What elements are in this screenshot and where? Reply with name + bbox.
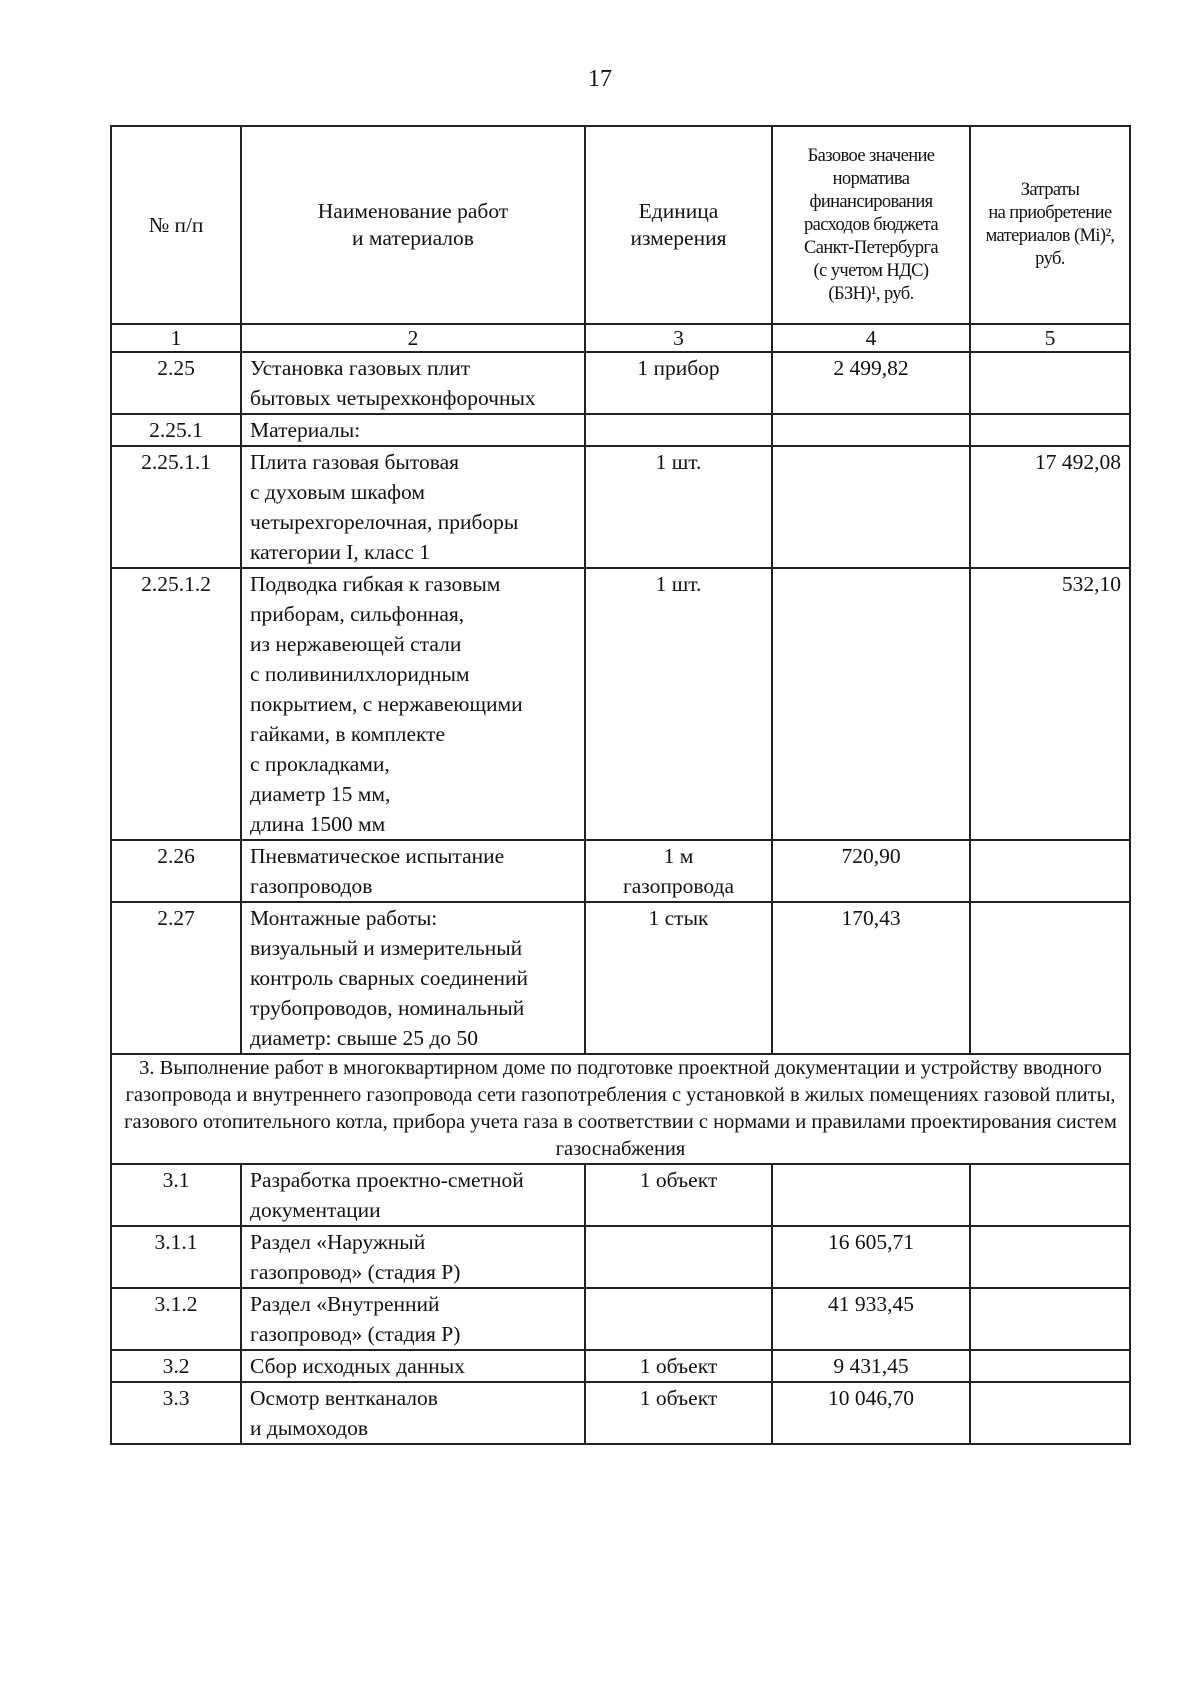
header-base-value: Базовое значение норматива финансирования расходов бюджета Санкт-Петербурга (с учетом НДС) (БЗН)¹, руб. [772, 126, 970, 324]
row-number: 3.1 [111, 1164, 241, 1226]
table-row [111, 414, 1130, 446]
header-name: Наименование работ и материалов [241, 126, 585, 324]
table-row [111, 902, 1130, 1054]
header-row [111, 126, 1130, 324]
row-number: 2.25.1.1 [111, 446, 241, 568]
table-body-part1 [111, 352, 1130, 1054]
row-base-value [772, 446, 970, 568]
row-material-cost [970, 1226, 1130, 1288]
row-name: Монтажные работы: визуальный и измерительный контроль сварных соединений трубопроводов, номинальный диаметр: свыше 25 до 50 [241, 902, 585, 1054]
row-number: 3.1.1 [111, 1226, 241, 1288]
column-number: 3 [585, 324, 772, 352]
section-3-title: 3. Выполнение работ в многоквартирном доме по подготовке проектной документации и устройству вводного газопровода и внутреннего газопровода сети газопотребления с установкой в жилых помещениях газовой плиты, газового отопительного котла, прибора учета газа в соответствии с нормами и правилами проектирования систем газоснабжения [111, 1054, 1130, 1164]
row-number: 3.2 [111, 1350, 241, 1382]
row-base-value [772, 568, 970, 840]
table-row [111, 568, 1130, 840]
row-material-cost [970, 1164, 1130, 1226]
row-material-cost [970, 840, 1130, 902]
table-row [111, 1382, 1130, 1444]
table-row [111, 840, 1130, 902]
row-unit: 1 объект [585, 1350, 772, 1382]
column-number: 5 [970, 324, 1130, 352]
table-body-part2 [111, 1164, 1130, 1444]
row-base-value: 2 499,82 [772, 352, 970, 414]
row-name: Раздел «Внутренний газопровод» (стадия Р) [241, 1288, 585, 1350]
row-base-value: 720,90 [772, 840, 970, 902]
row-name: Материалы: [241, 414, 585, 446]
table-row [111, 1226, 1130, 1288]
row-unit: 1 стык [585, 902, 772, 1054]
row-name: Пневматическое испытание газопроводов [241, 840, 585, 902]
row-base-value: 41 933,45 [772, 1288, 970, 1350]
row-number: 3.1.2 [111, 1288, 241, 1350]
row-name: Осмотр вентканалов и дымоходов [241, 1382, 585, 1444]
row-number: 2.25.1 [111, 414, 241, 446]
row-material-cost: 17 492,08 [970, 446, 1130, 568]
row-unit: 1 м газопровода [585, 840, 772, 902]
row-base-value: 170,43 [772, 902, 970, 1054]
row-unit [585, 414, 772, 446]
row-base-value [772, 1164, 970, 1226]
header-unit: Единица измерения [585, 126, 772, 324]
row-unit [585, 1288, 772, 1350]
row-material-cost [970, 902, 1130, 1054]
table-row [111, 1164, 1130, 1226]
row-material-cost [970, 1382, 1130, 1444]
row-name: Установка газовых плит бытовых четырехконфорочных [241, 352, 585, 414]
cost-table [110, 125, 1131, 1445]
row-base-value: 9 431,45 [772, 1350, 970, 1382]
column-number: 2 [241, 324, 585, 352]
row-base-value: 16 605,71 [772, 1226, 970, 1288]
row-unit [585, 1226, 772, 1288]
row-name: Плита газовая бытовая с духовым шкафом четырехгорелочная, приборы категории I, класс 1 [241, 446, 585, 568]
row-unit: 1 прибор [585, 352, 772, 414]
row-material-cost [970, 1350, 1130, 1382]
table-row [111, 446, 1130, 568]
row-number: 2.27 [111, 902, 241, 1054]
row-name: Разработка проектно-сметной документации [241, 1164, 585, 1226]
section-3-header [111, 1054, 1130, 1164]
row-number: 3.3 [111, 1382, 241, 1444]
row-material-cost [970, 1288, 1130, 1350]
row-unit: 1 объект [585, 1382, 772, 1444]
row-unit: 1 шт. [585, 568, 772, 840]
row-name: Сбор исходных данных [241, 1350, 585, 1382]
header-material-cost: Затраты на приобретение материалов (Mi)², руб. [970, 126, 1130, 324]
row-number: 2.25 [111, 352, 241, 414]
table-row [111, 1288, 1130, 1350]
row-name: Подводка гибкая к газовым приборам, сильфонная, из нержавеющей стали с поливинилхлоридным покрытием, с нержавеющими гайками, в комплекте с прокладками, диаметр 15 мм, длина 1500 мм [241, 568, 585, 840]
page-number: 17 [588, 66, 612, 92]
table-row [111, 1350, 1130, 1382]
column-numbers-row [111, 324, 1130, 352]
column-number: 1 [111, 324, 241, 352]
row-material-cost [970, 352, 1130, 414]
row-material-cost [970, 414, 1130, 446]
table-row [111, 352, 1130, 414]
row-unit: 1 объект [585, 1164, 772, 1226]
row-base-value [772, 414, 970, 446]
row-base-value: 10 046,70 [772, 1382, 970, 1444]
row-name: Раздел «Наружный газопровод» (стадия Р) [241, 1226, 585, 1288]
row-unit: 1 шт. [585, 446, 772, 568]
row-number: 2.25.1.2 [111, 568, 241, 840]
row-number: 2.26 [111, 840, 241, 902]
section-row [111, 1054, 1130, 1164]
column-number: 4 [772, 324, 970, 352]
row-material-cost: 532,10 [970, 568, 1130, 840]
header-number: № п/п [111, 126, 241, 324]
